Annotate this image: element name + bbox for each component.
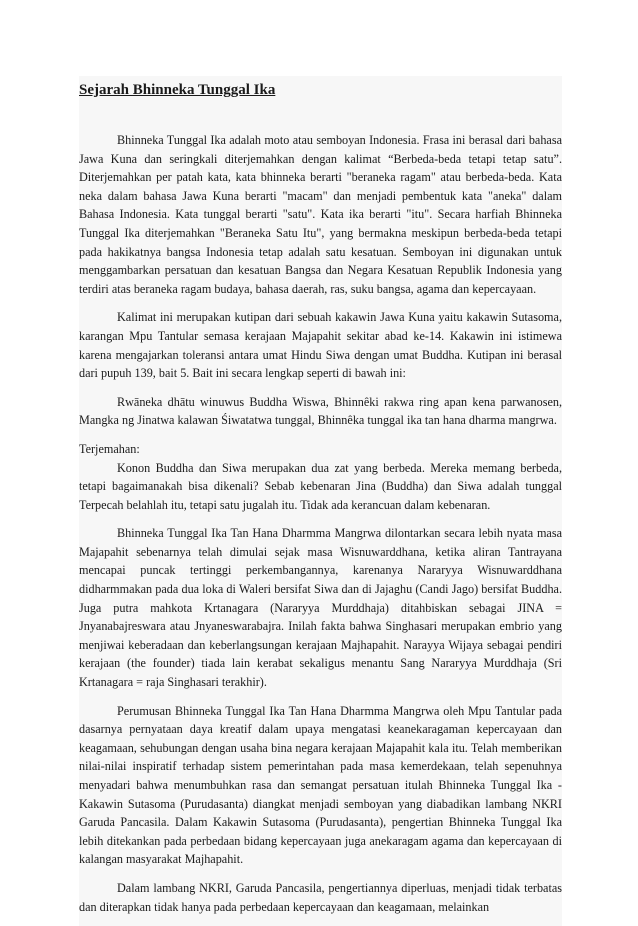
paragraph-translation: Konon Buddha dan Siwa merupakan dua zat yang berbeda. Mereka memang berbeda, tetapi bagaimanakah bisa dikenali? Sebab kebenaran Jina (Buddha) dan Siwa adalah tunggal Terpecah belahlah itu, tetapi satu jugalah itu. Tidak ada kerancuan dalam kebenaran. xyxy=(79,460,562,512)
paragraph-formulation: Perumusan Bhinneka Tunggal Ika Tan Hana Dharmma Mangrwa oleh Mpu Tantular pada dasarnya pernyataan daya kreatif dalam upaya mengatasi keanekaragaman kepercayaan dan keagamaan, sehubungan dengan usaha bina negara kerajaan Majapahit kala itu. Telah memberikan nilai-nilai inspiratif terhadap sistem pemerintahan pada masa kemerdekaan, telah sepenuhnya menyadari bahwa menumbuhkan rasa dan semangat persatuan itulah Bhinneka Tunggal Ika - Kakawin Sutasoma (Purudasanta) diangkat menjadi semboyan yang diabadikan lambang NKRI Garuda Pancasila. Dalam Kakawin Sutasoma (Purudasanta), pengertian Bhinneka Tunggal Ika lebih ditekankan pada perbedaan bidang kepercayaan juga anekaragam agama dan kepercayaan di kalangan masyarakat Majhapahit. xyxy=(79,703,562,867)
document-title: Sejarah Bhinneka Tunggal Ika xyxy=(79,82,276,98)
paragraph-origin: Kalimat ini merupakan kutipan dari sebuah kakawin Jawa Kuna yaitu kakawin Sutasoma, karangan Mpu Tantular semasa kerajaan Majapahit sekitar abad ke-14. Kakawin ini istimewa karena mengajarkan toleransi antara umat Hindu Siwa dengan umat Buddha. Kutipan ini berasal dari pupuh 139, bait 5. Bait ini secara lengkap seperti di bawah ini: xyxy=(79,310,562,381)
paragraph-majapahit: Bhinneka Tunggal Ika Tan Hana Dharmma Mangrwa dilontarkan secara lebih nyata masa Majapahit sebenarnya telah dimulai sejak masa Wisnuwarddhana, ketika aliran Tantrayana mencapai puncak tertinggi perkembangannya, karenanya Nararyya Wisnuwarddhana didharmmakan pada dua loka di Waleri bersifat Siwa dan di Jajaghu (Candi Jago) bersifat Buddha. Juga putra mahkota Krtanagara (Nararyya Murddhaja) ditahbiskan sebagai JINA = Jnyanabajreswara atau Jnyaneswarabajra. Inilah fakta bahwa Singhasari merupakan embrio yang menjiwai keberadaan dan keberlangsungan kerajaan Majhapahit. Narayya Wijaya sebagai pendiri kerajaan (the founder) tiada lain kerabat sekaligus menantu Sang Nararyya Murddhaja (Sri Krtanagara = raja Singhasari terakhir). xyxy=(79,526,562,690)
paragraph-verse: Rwāneka dhātu winuwus Buddha Wiswa, Bhinnêki rakwa ring apan kena parwanosen, Mangka ng Jinatwa kalawan Śiwatatwa tunggal, Bhinnêka tunggal ika tan hana dharma mangrwa. xyxy=(79,394,562,428)
document-body xyxy=(79,76,562,926)
paragraph-definition: Bhinneka Tunggal Ika adalah moto atau semboyan Indonesia. Frasa ini berasal dari bahasa Jawa Kuna dan seringkali diterjemahkan dengan kalimat “Berbeda-beda tetapi tetap satu”. Diterjemahkan per patah kata, kata bhinneka berarti "beraneka ragam" atau berbeda-beda. Kata neka dalam bahasa Jawa Kuna berarti "macam" dan menjadi pembentuk kata "aneka" dalam Bahasa Indonesia. Kata tunggal berarti "satu". Kata ika berarti "itu". Secara harfiah Bhinneka Tunggal Ika diterjemahkan "Beraneka Satu Itu", yang bermakna meskipun berbeda-beda tetapi pada hakikatnya bangsa Indonesia tetap adalah satu kesatuan. Semboyan ini digunakan untuk menggambarkan persatuan dan kesatuan Bangsa dan Negara Kesatuan Republik Indonesia yang terdiri atas beraneka ragam budaya, bahasa daerah, ras, suku bangsa, agama dan kepercayaan. xyxy=(79,133,562,296)
paragraph-nkri: Dalam lambang NKRI, Garuda Pancasila, pengertiannya diperluas, menjadi tidak terbatas dan diterapkan tidak hanya pada perbedaan kepercayaan dan keagamaan, melainkan xyxy=(79,880,562,914)
translation-label: Terjemahan: xyxy=(79,441,140,456)
